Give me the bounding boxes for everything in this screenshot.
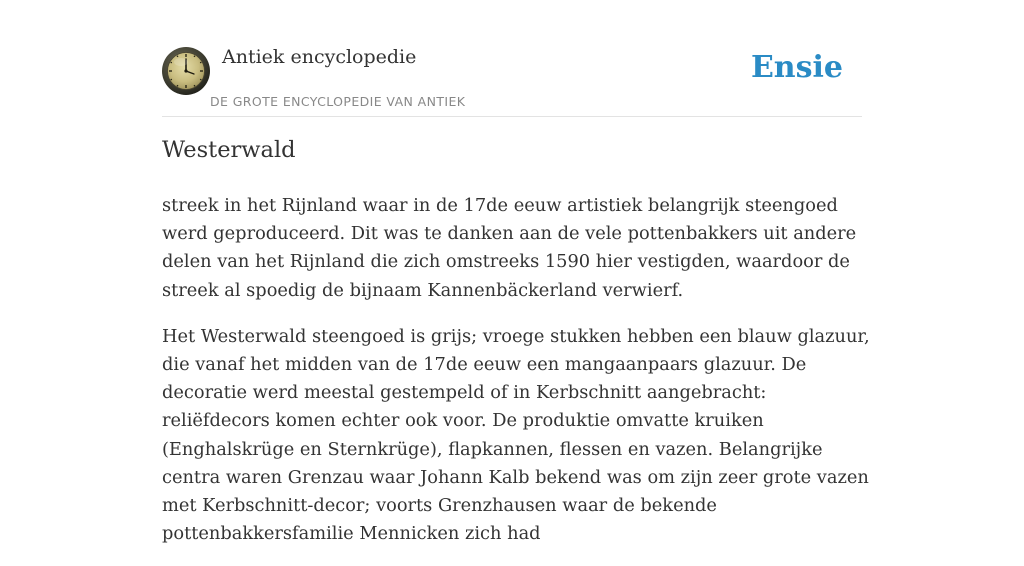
brand-logo-link[interactable]: Ensie [750,50,843,85]
entry-paragraph: Het Westerwald steengoed is grijs; vroege stukken hebben een blauw glazuur, die vanaf het midden van de 17de eeuw een mangaanpaars glazuur. De decoratie werd meestal gestempeld of in Kerbschnitt aangebracht: reliëfdecors komen echter ook voor. De produktie omvatte kruiken (Enghalskrüge en Sternkrüge), flapkannen, flessen en vazen. Belangrijke centra waren Grenzau waar Johann Kalb bekend was om zijn zeer grote vazen met Kerbschnitt-decor; voorts Grenzhausen waar de bekende pottenbakkersfamilie Mennicken zich had [162,325,870,545]
site-title[interactable]: Antiek encyclopedie [222,46,417,68]
site-tagline: DE GROTE ENCYCLOPEDIE VAN ANTIEK [210,94,466,109]
entry-body [162,192,872,566]
antique-clock-icon[interactable] [162,47,210,95]
entry-title: Westerwald [162,137,296,163]
site-header [162,44,862,117]
entry-paragraph: streek in het Rijnland waar in de 17de eeuw artistiek belangrijk steengoed werd geproduceerd. Dit was te danken aan de vele pottenbakkers uit andere delen van het Rijnland die zich omstreeks 1590 hier vestigden, waardoor de streek al spoedig de bijnaam Kannenbäckerland verwierf. [162,195,857,301]
